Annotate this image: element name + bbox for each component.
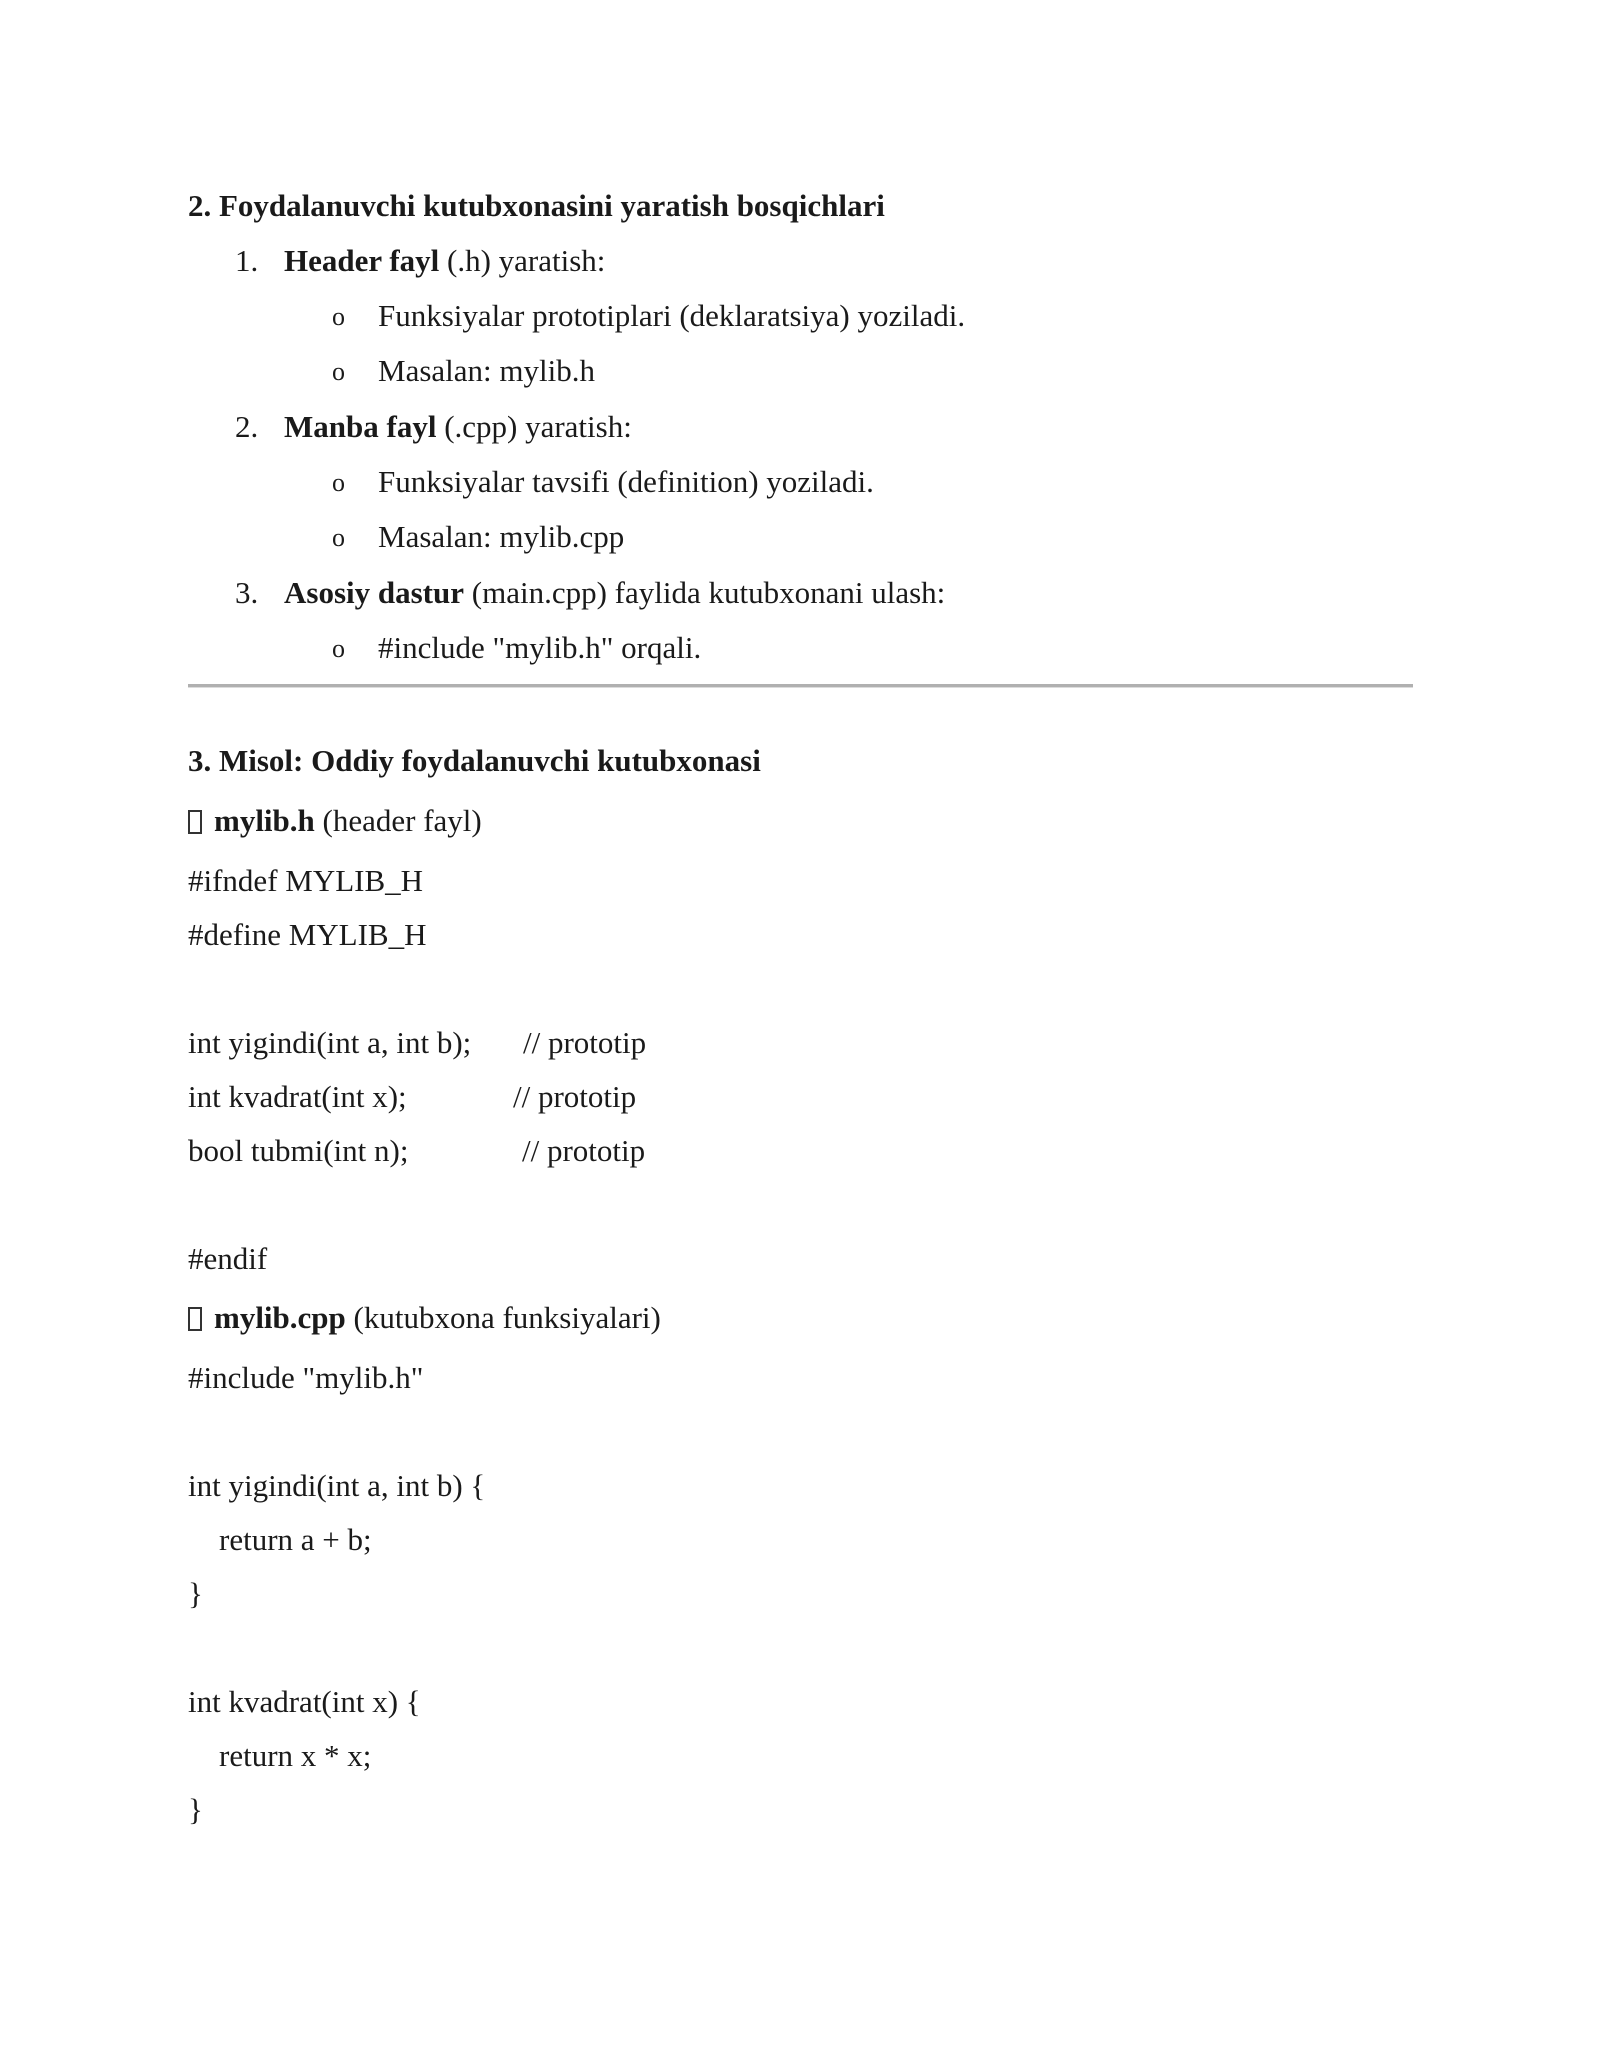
step-2-number: 2. <box>235 409 259 444</box>
code-line: #include "mylib.h" <box>188 1360 424 1395</box>
code-line: int yigindi(int a, int b) { <box>188 1468 486 1503</box>
code-line: } <box>188 1576 203 1611</box>
code-comment: // prototip <box>513 1079 637 1114</box>
code-comment: // prototip <box>523 1025 647 1060</box>
code-line: return a + b; <box>188 1522 372 1557</box>
section-2-heading: 2. Foydalanuvchi kutubxonasini yaratish bosqichlari <box>188 188 885 223</box>
source-file-label <box>188 1298 661 1338</box>
step-3-bold: Asosiy dastur <box>284 575 465 610</box>
step-1-number: 1. <box>235 243 259 278</box>
step-3-text <box>284 573 945 613</box>
code-line: } <box>188 1792 203 1827</box>
step-1-bullet-2: Masalan: mylib.h <box>378 353 595 388</box>
code-line: int yigindi(int a, int b); <box>188 1025 472 1060</box>
bullet-marker: o <box>332 634 345 663</box>
step-2-bullet-2: Masalan: mylib.cpp <box>378 519 625 554</box>
header-file-label <box>188 801 482 841</box>
bullet-marker: o <box>332 357 345 386</box>
header-file-desc: (header fayl) <box>314 803 482 838</box>
step-3-number: 3. <box>235 575 259 610</box>
code-line: int kvadrat(int x) { <box>188 1684 421 1719</box>
file-icon <box>188 810 202 834</box>
step-1-bullet-1: Funksiyalar prototiplari (deklaratsiya) yoziladi. <box>378 298 966 333</box>
file-icon <box>188 1307 202 1331</box>
bullet-marker: o <box>332 468 345 497</box>
horizontal-rule <box>188 684 1413 688</box>
bullet-marker: o <box>332 302 345 331</box>
code-line: #define MYLIB_H <box>188 917 427 952</box>
code-line: #endif <box>188 1241 268 1276</box>
step-3-bullet-1: #include "mylib.h" orqali. <box>378 630 702 665</box>
section-3-heading: 3. Misol: Oddiy foydalanuvchi kutubxonasi <box>188 743 761 778</box>
step-2-bullet-1: Funksiyalar tavsifi (definition) yoziladi. <box>378 464 874 499</box>
step-2-bold: Manba fayl <box>284 409 437 444</box>
code-line: return x * x; <box>188 1738 372 1773</box>
bullet-marker: o <box>332 523 345 552</box>
code-line: int kvadrat(int x); <box>188 1079 407 1114</box>
step-1-text <box>284 241 605 281</box>
step-1-rest: (.h) yaratish: <box>439 243 606 278</box>
step-2-rest: (.cpp) yaratish: <box>436 409 632 444</box>
source-file-desc: (kutubxona funksiyalari) <box>345 1300 661 1335</box>
code-line: bool tubmi(int n); <box>188 1133 409 1168</box>
code-comment: // prototip <box>522 1133 646 1168</box>
step-3-rest: (main.cpp) faylida kutubxonani ulash: <box>464 575 946 610</box>
step-1-bold: Header fayl <box>284 243 440 278</box>
step-2-text <box>284 407 632 447</box>
code-line: #ifndef MYLIB_H <box>188 863 424 898</box>
header-file-name: mylib.h <box>214 803 315 838</box>
source-file-name: mylib.cpp <box>214 1300 346 1335</box>
